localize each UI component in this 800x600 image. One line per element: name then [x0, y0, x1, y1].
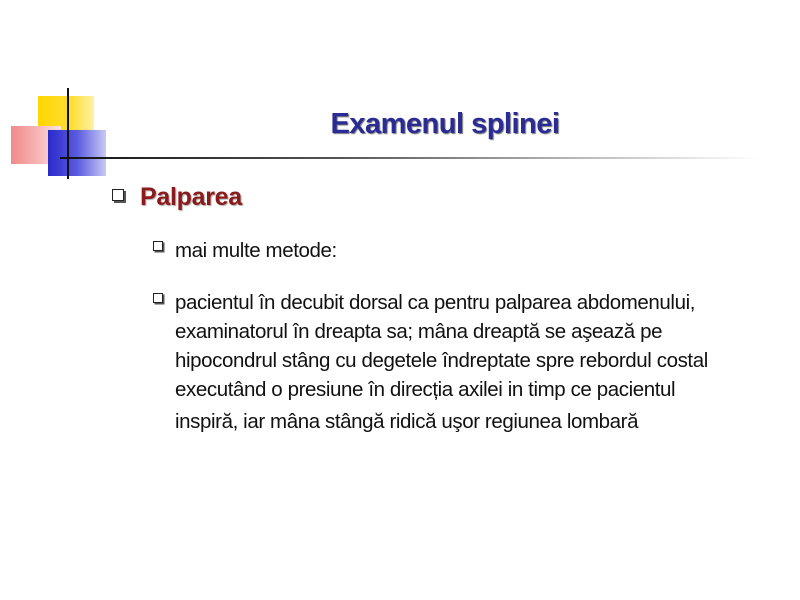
text-line: inspiră, iar mâna stângă ridică uşor regiunea lombară	[175, 410, 639, 433]
square-bullet-icon	[112, 189, 124, 201]
list-item	[153, 288, 773, 436]
section-heading-row	[112, 183, 242, 212]
title-underline-rule	[60, 157, 760, 159]
blue-square-decoration	[48, 130, 106, 176]
list-item	[153, 236, 337, 265]
text-line: examinatorul în dreapta sa; mâna dreaptă se aşează pe	[175, 320, 663, 343]
vertical-rule-decoration	[67, 88, 69, 179]
square-bullet-icon	[153, 293, 163, 303]
list-item-text	[175, 236, 337, 265]
text-line: pacientul în decubit dorsal ca pentru palparea abdomenului,	[175, 291, 696, 314]
text-line: mai multe metode:	[175, 239, 337, 262]
text-line: hipocondrul stâng cu degetele îndreptate spre rebordul costal	[175, 349, 708, 372]
square-bullet-icon	[153, 241, 163, 251]
section-heading: Palparea	[140, 183, 242, 211]
list-item-text	[175, 288, 773, 436]
text-line: executând o presiune în direcția axilei in timp ce pacientul	[175, 378, 676, 401]
slide-title: Examenul splinei	[330, 108, 560, 140]
